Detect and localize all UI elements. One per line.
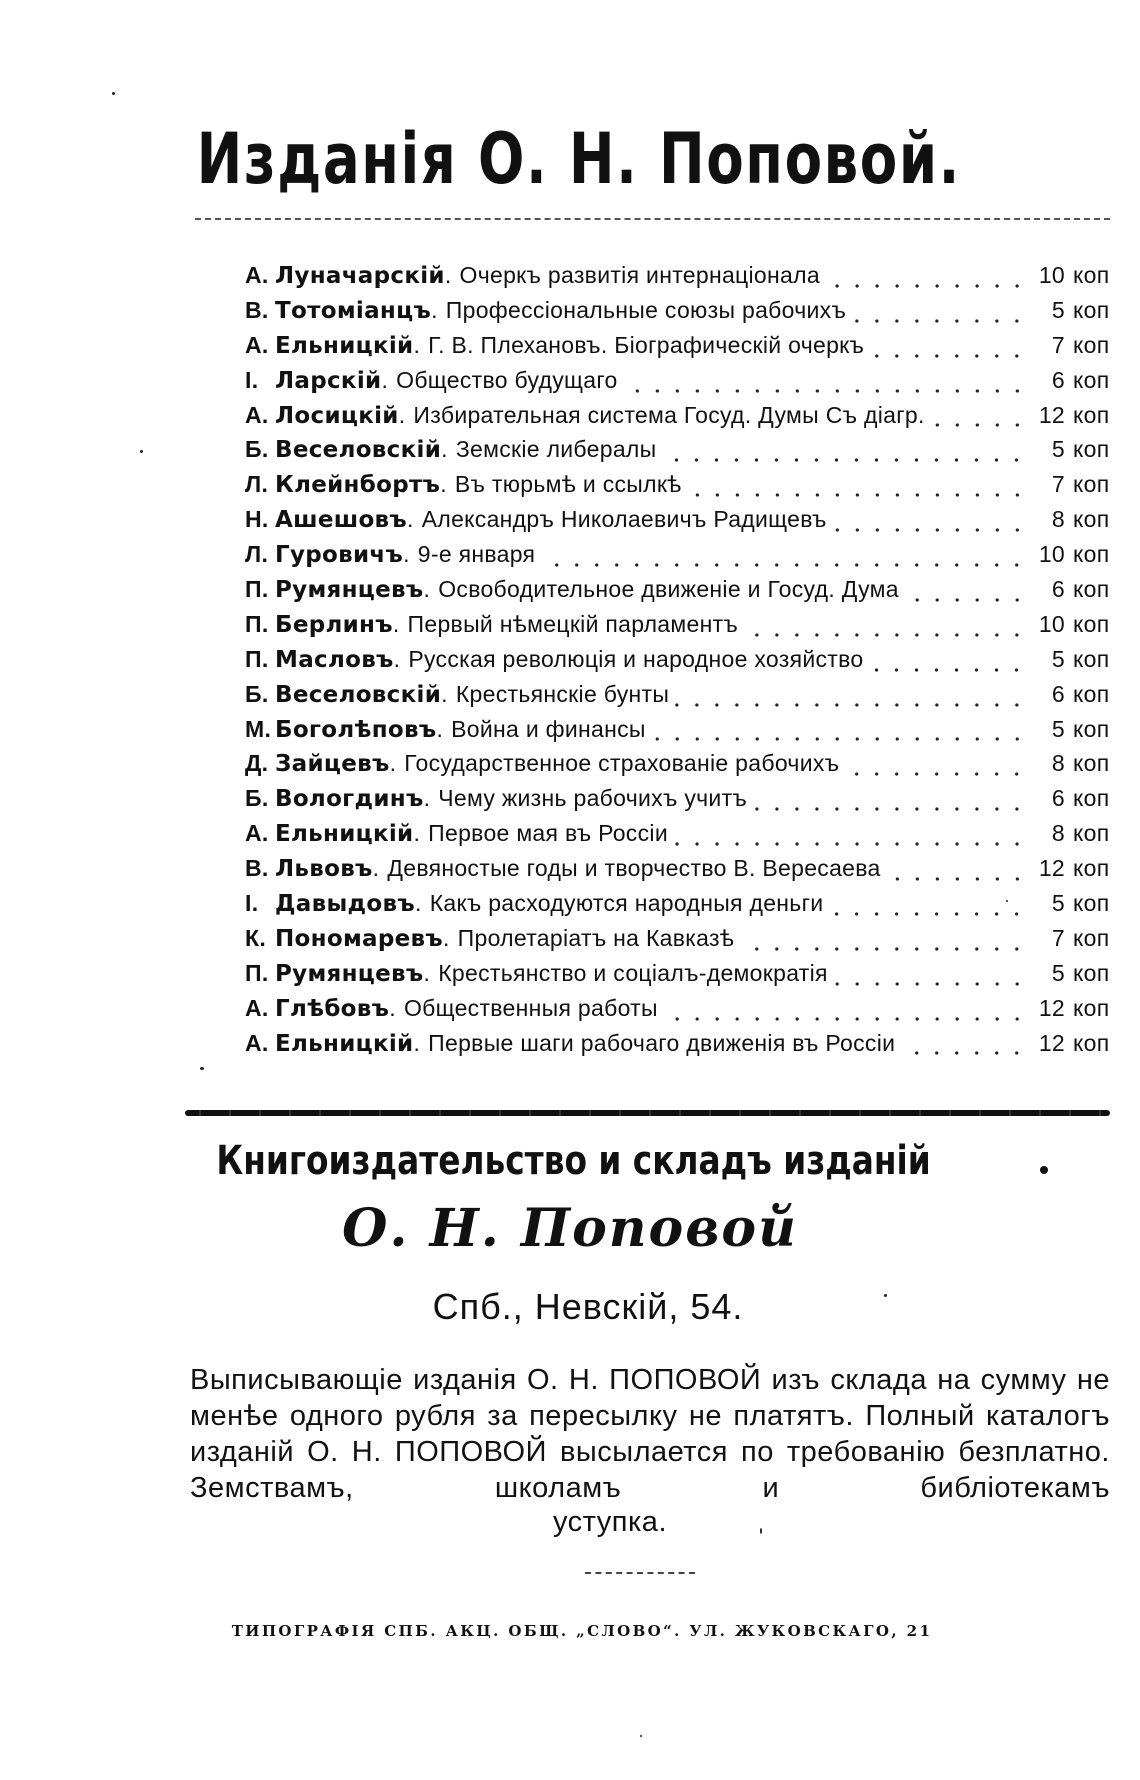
price-unit: коп	[1073, 436, 1110, 463]
price-unit: коп	[1073, 471, 1110, 498]
book-title: Первые шаги рабочаго движенія въ Россіи	[428, 1029, 896, 1056]
dot-leader	[652, 737, 1027, 741]
author-initial: Н.	[245, 506, 269, 533]
price-unit: коп	[1073, 645, 1110, 672]
author-initial: А.	[245, 262, 269, 288]
book-title: Общественныя работы	[403, 994, 658, 1021]
dot-leader	[887, 877, 1027, 881]
author-initial: Л.	[245, 471, 269, 498]
catalog-item	[245, 262, 1113, 297]
catalog-item	[245, 716, 1113, 751]
price-value: 6	[1051, 576, 1065, 603]
catalog-item	[245, 995, 1113, 1030]
price-unit: коп	[1073, 820, 1110, 847]
book-title: Первый нѣмецкій парламентъ	[407, 610, 739, 637]
book-title: Въ тюрьмѣ и ссылкѣ	[454, 471, 682, 498]
separator: .	[413, 820, 421, 847]
publisher-address: Спб., Невскій, 54.	[432, 1286, 744, 1327]
book-title: Крестьянство и соціалъ-демократія	[438, 959, 828, 986]
divider	[195, 218, 1110, 220]
price-value: 5	[1051, 959, 1065, 986]
price-value: 6	[1051, 366, 1065, 393]
author-name: Ельницкій	[275, 332, 414, 359]
price-unit: коп	[1073, 366, 1110, 393]
author-name: Глѣбовъ	[275, 995, 390, 1022]
book-title: Избирательная система Госуд. Думы Съ діагр.	[413, 401, 925, 428]
author-name: Ларскій	[275, 367, 382, 394]
dot-leader	[753, 807, 1027, 811]
separator: .	[407, 506, 414, 533]
separator: .	[436, 715, 444, 742]
author-initial: А.	[245, 820, 269, 847]
dot-leader	[870, 354, 1027, 358]
separator: .	[444, 262, 452, 288]
separator: .	[442, 924, 450, 951]
divider-short	[585, 1572, 695, 1574]
dot-leader	[688, 493, 1027, 497]
speck	[200, 1067, 204, 1070]
dot-leader	[901, 1051, 1027, 1055]
book-title: 9-е января	[417, 541, 536, 568]
price-value: 7	[1051, 924, 1065, 951]
catalog-item	[245, 436, 1113, 471]
dot-leader	[664, 1017, 1027, 1021]
author-initial: А.	[245, 994, 269, 1021]
price-value: 8	[1051, 820, 1065, 847]
catalog-item	[245, 855, 1113, 890]
author-initial: А.	[245, 401, 269, 428]
book-title: Александръ Николаевичъ Радищевъ	[421, 506, 827, 533]
separator: .	[423, 576, 431, 603]
book-title: Война и финансы	[451, 715, 646, 742]
price-value: 8	[1051, 750, 1065, 777]
price-unit: коп	[1073, 576, 1110, 603]
price-value: 5	[1051, 715, 1065, 742]
author-name: Вологдинъ	[275, 786, 424, 813]
dot-leader	[674, 842, 1027, 846]
price-value: 12	[1038, 855, 1065, 882]
book-title: Русская революція и народное хозяйство	[408, 645, 864, 672]
price-value: 6	[1051, 785, 1065, 812]
price-unit: коп	[1073, 506, 1110, 533]
author-initial: П.	[245, 645, 269, 672]
price-value: 5	[1051, 645, 1065, 672]
book-title: Первое мая въ Россіи	[428, 820, 668, 847]
separator: .	[393, 645, 401, 672]
dot-leader	[829, 912, 1027, 916]
separator: .	[423, 959, 431, 986]
author-name: Веселовскій	[275, 681, 442, 708]
catalog-item	[245, 471, 1113, 506]
author-name: Румянцевъ	[275, 960, 424, 987]
book-title: Государственное страхованіе рабочихъ	[404, 750, 840, 777]
catalog-item	[245, 367, 1113, 402]
book-title: Девяностые годы и творчество В. Вересаева	[387, 855, 881, 882]
separator: .	[441, 436, 448, 463]
separator: .	[372, 855, 380, 882]
book-title: Очеркъ развитія интернаціонала	[459, 262, 820, 288]
price-unit: коп	[1073, 1029, 1110, 1056]
separator: .	[398, 401, 406, 428]
printer-imprint: ТИПОГРАФІЯ СПБ. АКЦ. ОБЩ. „СЛОВО“. УЛ. ЖУКОВСКАГО, 21	[231, 1622, 933, 1640]
price-unit: коп	[1073, 541, 1110, 568]
book-title: Пролетаріатъ на Кавказѣ	[457, 924, 735, 951]
catalog-item	[245, 1030, 1113, 1065]
price-unit: коп	[1073, 296, 1110, 323]
author-initial: І.	[245, 366, 259, 393]
catalog-item	[245, 611, 1113, 646]
price-unit: коп	[1073, 610, 1110, 637]
dot-leader	[931, 423, 1027, 427]
price-unit: коп	[1073, 750, 1110, 777]
price-value: 6	[1051, 680, 1065, 707]
separator: .	[403, 541, 410, 568]
separator: .	[381, 366, 389, 393]
author-name: Львовъ	[275, 856, 373, 883]
price-value: 10	[1038, 610, 1065, 637]
speck	[640, 1735, 642, 1737]
author-name: Клейнбортъ	[275, 472, 441, 499]
dot-mark	[1040, 1166, 1048, 1174]
price-value: 12	[1038, 1029, 1065, 1056]
author-name: Гуровичъ	[275, 542, 404, 569]
author-name: Ельницкій	[275, 821, 414, 848]
catalog-item	[245, 925, 1113, 960]
catalog-item	[245, 681, 1113, 716]
price-unit: коп	[1073, 680, 1110, 707]
author-name: Лосицкій	[275, 402, 399, 429]
catalog-item	[245, 402, 1113, 437]
dot-leader	[624, 389, 1027, 393]
dot-leader	[845, 772, 1027, 776]
price-unit: коп	[1073, 855, 1110, 882]
notice-text: Выписывающіе изданія О. Н. ПОПОВОЙ изъ склада на сумму не менѣе одного рубля за пересылку не платятъ. Полный каталогъ изданій О. Н. ПОПОВОЙ высылается по требованію безплатно. Земствамъ, школамъ и библіотекамъ	[190, 1364, 1110, 1504]
separator: .	[440, 471, 447, 498]
author-initial: М.	[245, 715, 272, 742]
author-initial: А.	[245, 331, 269, 358]
book-title: Профессіональные союзы рабочихъ	[445, 296, 847, 323]
publisher-heading: Книгоиздательство и складъ изданій	[216, 1138, 931, 1184]
book-title: Крестьянскіе бунты	[455, 680, 670, 707]
separator: .	[431, 296, 438, 323]
catalog-item	[245, 646, 1113, 681]
catalog-item	[245, 785, 1113, 820]
book-title: Общество будущаго	[396, 366, 618, 393]
author-initial: Б.	[245, 680, 269, 707]
catalog-list	[245, 262, 1113, 1064]
author-name: Тотоміанцъ	[275, 297, 432, 324]
catalog-item	[245, 820, 1113, 855]
dot-leader	[834, 982, 1027, 986]
author-name: Ельницкій	[275, 1030, 414, 1057]
price-value: 12	[1038, 401, 1065, 428]
separator: .	[441, 680, 448, 707]
catalog-item	[245, 332, 1113, 367]
dot-leader	[740, 947, 1027, 951]
catalog-item	[245, 541, 1113, 576]
price-unit: коп	[1073, 785, 1110, 812]
dot-leader	[662, 458, 1027, 462]
author-name: Давыдовъ	[275, 891, 415, 918]
dot-leader	[852, 319, 1027, 323]
separator: .	[392, 610, 400, 637]
author-name: Румянцевъ	[275, 577, 424, 604]
separator: .	[414, 890, 422, 917]
divider-ornament	[185, 1110, 1110, 1116]
separator: .	[423, 785, 431, 812]
notice-last-line: уступка.	[553, 1506, 667, 1538]
author-initial: І.	[245, 890, 259, 917]
book-title: Освободительное движеніе и Госуд. Дума	[438, 576, 899, 603]
author-name: Боголѣповъ	[275, 716, 437, 743]
separator: .	[389, 994, 396, 1021]
dot-leader	[826, 284, 1027, 288]
author-name: Масловъ	[275, 646, 394, 673]
price-unit: коп	[1073, 331, 1110, 358]
publisher-name: О. Н. Поповой	[342, 1198, 798, 1259]
author-name: Берлинъ	[275, 611, 393, 638]
dot-leader	[744, 633, 1027, 637]
separator: .	[413, 331, 421, 358]
dot-leader	[541, 563, 1027, 567]
page-title: Изданія О. Н. Поповой.	[196, 118, 961, 200]
price-unit: коп	[1073, 401, 1110, 428]
price-value: 8	[1051, 506, 1065, 533]
catalog-item	[245, 506, 1113, 541]
dot-leader	[833, 528, 1027, 532]
price-value: 10	[1038, 262, 1065, 288]
price-value: 5	[1051, 296, 1065, 323]
author-initial: П.	[245, 576, 269, 603]
price-unit: коп	[1073, 262, 1110, 288]
author-name: Веселовскій	[275, 437, 442, 464]
book-title: Чему жизнь рабочихъ учитъ	[438, 785, 748, 812]
author-initial: А.	[245, 1029, 269, 1056]
author-initial: Л.	[245, 541, 269, 568]
price-value: 10	[1038, 541, 1065, 568]
author-initial: П.	[245, 959, 269, 986]
price-unit: коп	[1073, 959, 1110, 986]
catalog-item	[245, 750, 1113, 785]
speck	[884, 1294, 887, 1297]
price-value: 7	[1051, 331, 1065, 358]
price-unit: коп	[1073, 715, 1110, 742]
price-value: 5	[1051, 436, 1065, 463]
author-name: Зайцевъ	[275, 751, 390, 778]
dot-leader	[869, 668, 1027, 672]
catalog-item	[245, 890, 1113, 925]
author-name: Пономаревъ	[275, 925, 443, 952]
catalog-item	[245, 297, 1113, 332]
author-initial: В.	[245, 855, 269, 882]
speck	[112, 92, 115, 95]
book-title: Г. В. Плехановъ. Біографическій очеркъ	[428, 331, 865, 358]
price-value: 12	[1038, 994, 1065, 1021]
book-title: Земскіе либералы	[455, 436, 657, 463]
price-value: 7	[1051, 471, 1065, 498]
price-unit: коп	[1073, 924, 1110, 951]
author-initial: Д.	[245, 750, 269, 777]
author-initial: Б.	[245, 436, 269, 463]
dot-leader	[675, 703, 1027, 707]
speck	[140, 450, 143, 453]
catalog-item	[245, 960, 1113, 995]
author-initial: П.	[245, 610, 269, 637]
dot-leader	[905, 598, 1027, 602]
speck	[1006, 900, 1008, 902]
separator: .	[389, 750, 397, 777]
author-name: Луначарскій	[275, 263, 445, 289]
author-name: Ашешовъ	[275, 507, 407, 534]
catalog-item	[245, 576, 1113, 611]
book-title: Какъ расходуются народныя деньги	[429, 890, 824, 917]
price-unit: коп	[1073, 994, 1110, 1021]
price-value: 5	[1051, 890, 1065, 917]
author-initial: В.	[245, 296, 269, 323]
author-initial: Б.	[245, 785, 269, 812]
author-initial: К.	[245, 924, 267, 951]
speck	[760, 1528, 762, 1534]
price-unit: коп	[1073, 890, 1110, 917]
separator: .	[413, 1029, 421, 1056]
